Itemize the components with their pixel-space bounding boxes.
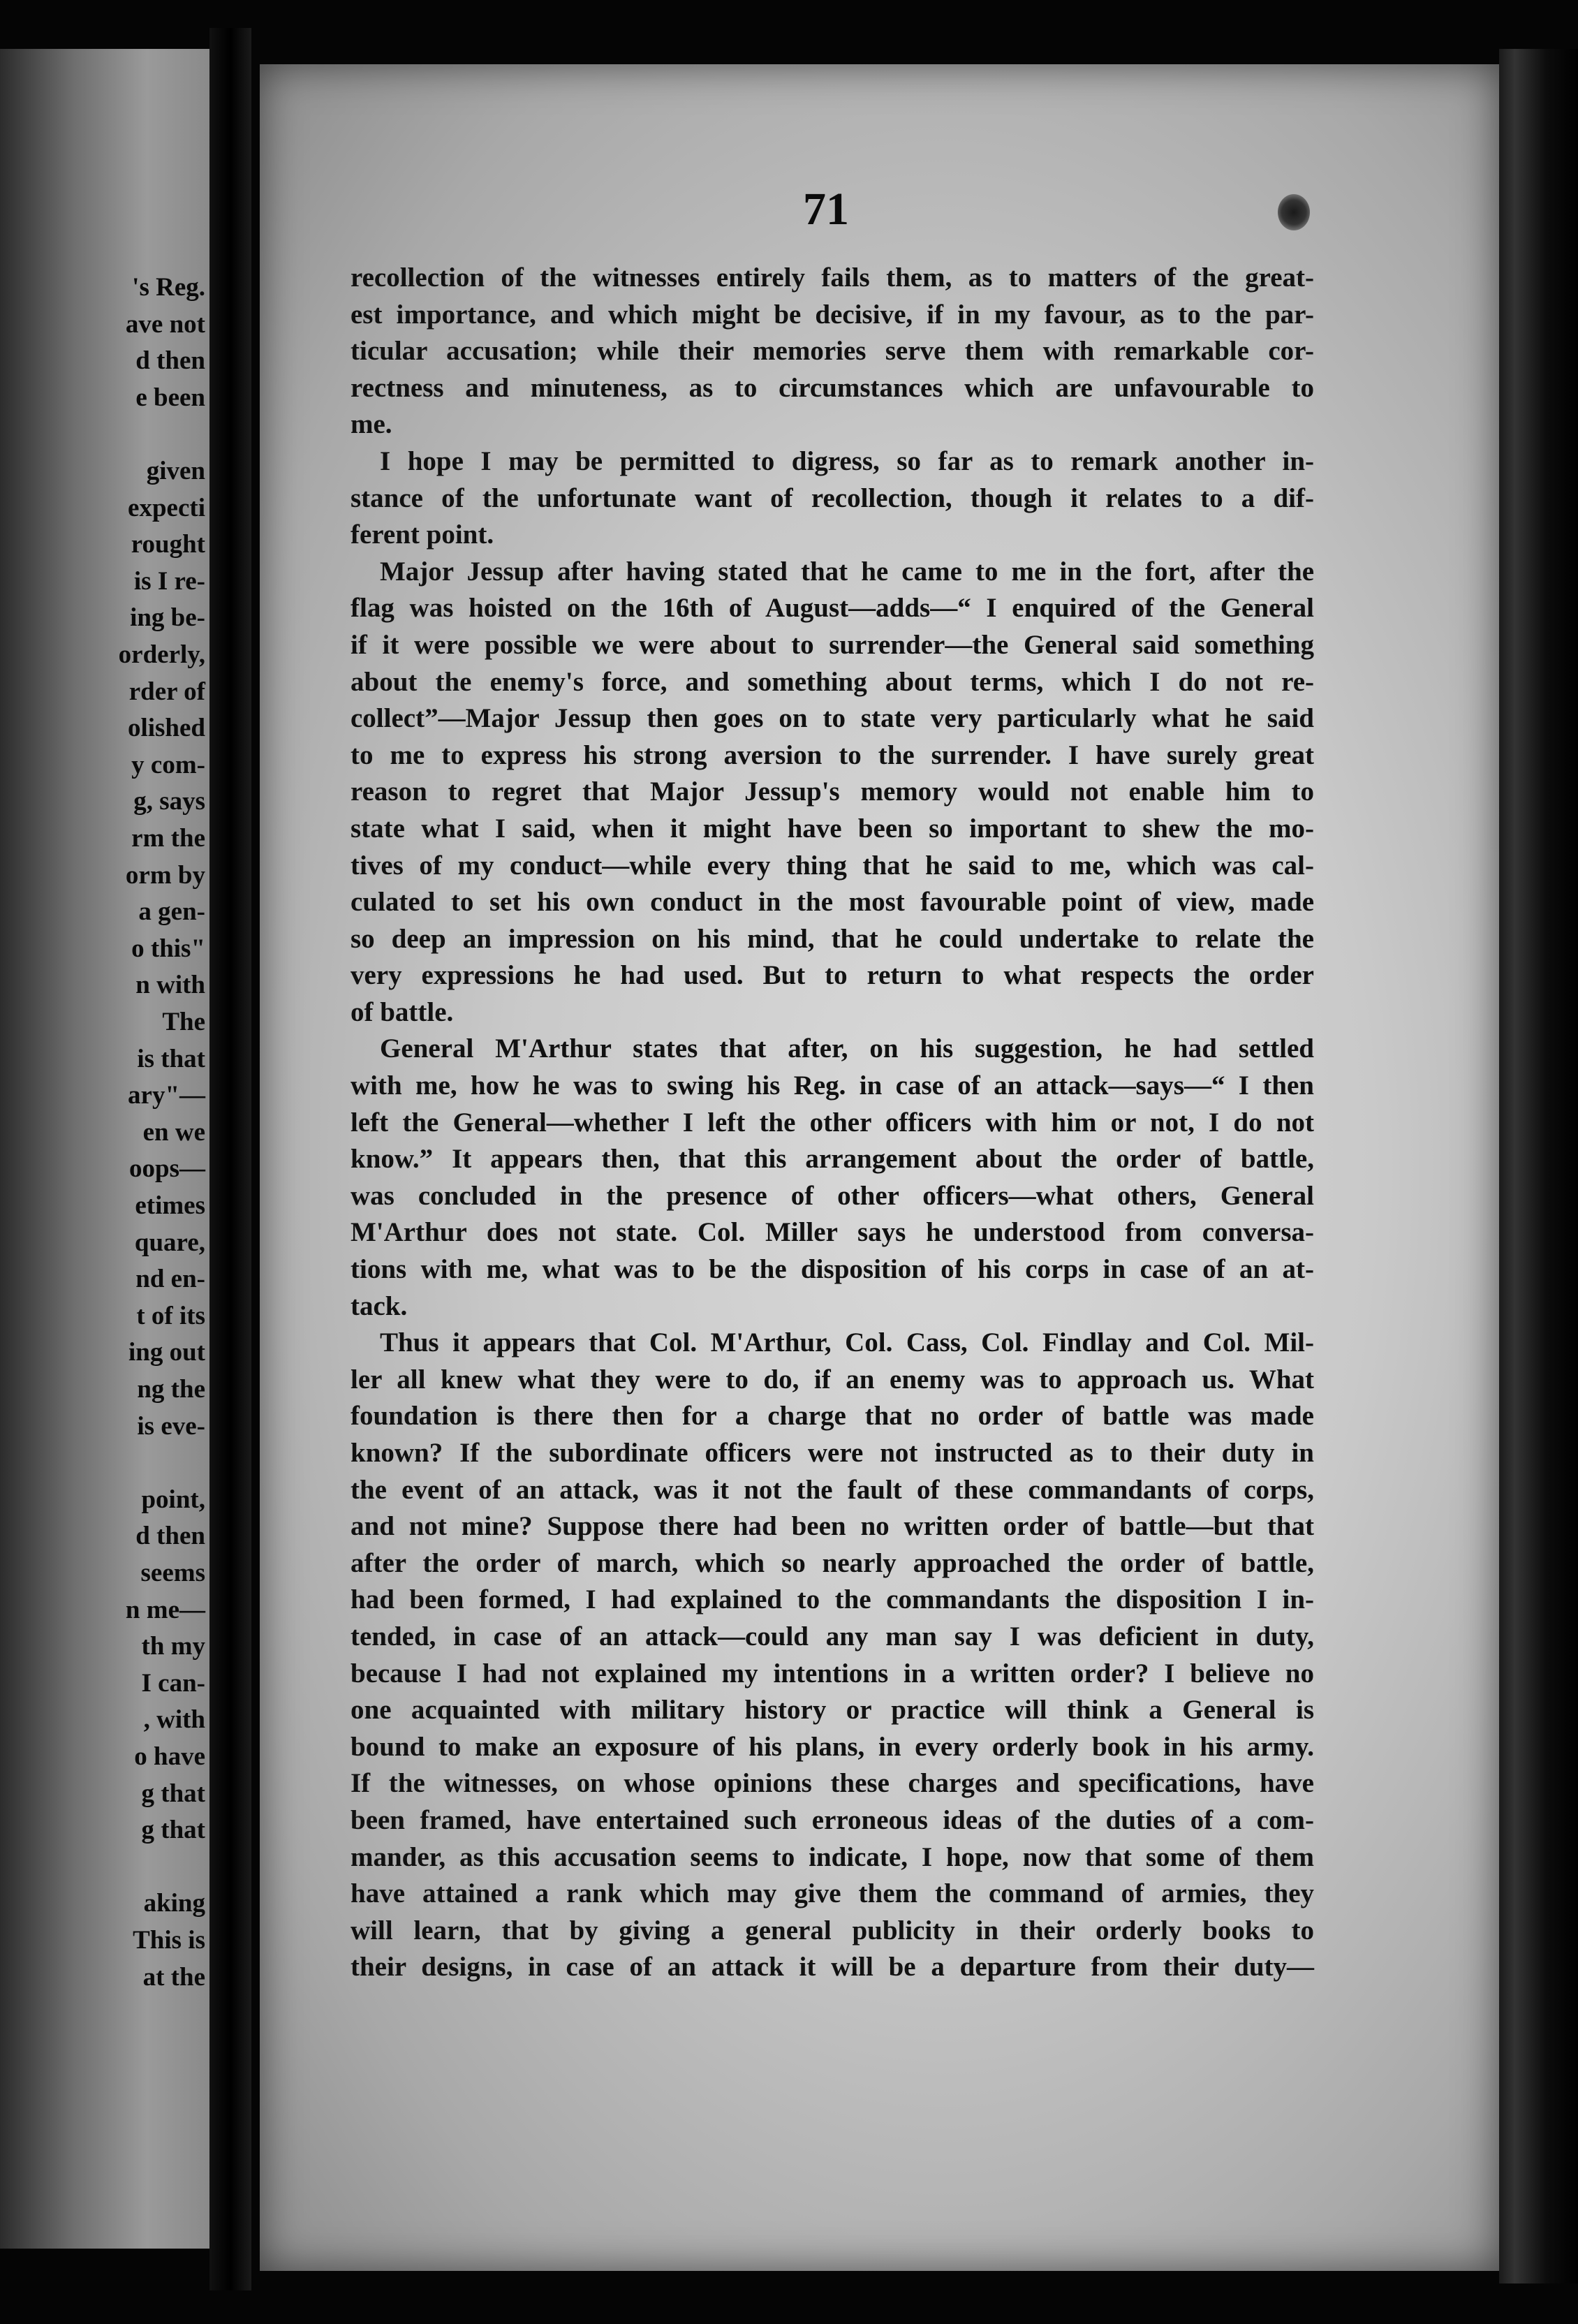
left-page-line: o have (134, 1742, 205, 1771)
text-line: and not mine? Suppose there had been no written order of battle—but that (351, 1511, 1314, 1542)
text-line: state what I said, when it might have been so important to shew the mo- (351, 813, 1314, 844)
left-page-line: nd en- (135, 1265, 205, 1294)
left-page-line: expecti (128, 493, 205, 522)
book-gutter (209, 28, 251, 2290)
body-text (351, 260, 1314, 1986)
text-line: one acquainted with military history or practice will think a General is (351, 1695, 1314, 1726)
text-line: after the order of march, which so nearly approached the order of battle, (351, 1547, 1314, 1578)
text-line: so deep an impression on his mind, that he could undertake to relate the (351, 923, 1314, 954)
left-page-line: is eve- (137, 1411, 205, 1441)
left-page-line: e been (135, 383, 205, 412)
left-page-line: point, (141, 1485, 205, 1514)
paragraph-start: I hope I may be permitted to digress, so far as to remark another in- (380, 446, 1314, 476)
text-line: ferent point. (351, 520, 494, 550)
left-page-line: rought (131, 530, 205, 559)
left-page-line: ave not (125, 309, 205, 339)
text-line: tended, in case of an attack—could any man say I was deficient in duty, (351, 1621, 1314, 1652)
left-page-line: th my (141, 1632, 205, 1661)
left-page-line: quare, (134, 1228, 205, 1257)
left-facing-page (0, 49, 209, 2249)
left-page-line: rder of (128, 677, 205, 706)
text-line: will learn, that by giving a general publicity in their orderly books to (351, 1915, 1314, 1946)
text-line: have attained a rank which may give them the command of armies, they (351, 1878, 1314, 1909)
text-line: of battle. (351, 996, 454, 1027)
text-line: bound to make an exposure of his plans, in every orderly book in his army. (351, 1731, 1314, 1762)
left-page-line: ing be- (130, 603, 205, 633)
text-line: ticular accusation; while their memories serve them with remarkable cor- (351, 336, 1314, 367)
paragraph-start: Thus it appears that Col. M'Arthur, Col. Cass, Col. Findlay and Col. Mil- (380, 1328, 1314, 1358)
left-page-line: orderly, (118, 640, 205, 669)
text-line: M'Arthur does not state. Col. Miller says he understood from conversa- (351, 1217, 1314, 1248)
paragraph-start: General M'Arthur states that after, on his suggestion, he had settled (380, 1034, 1314, 1064)
left-page-line: orm by (125, 860, 205, 890)
left-page-line: rm the (131, 824, 205, 853)
text-line: to me to express his strong aversion to the surrender. I have surely great (351, 740, 1314, 770)
text-line: if it were possible we were about to surrender—the General said something (351, 629, 1314, 660)
left-page-line: given (146, 457, 205, 485)
left-page-line: is that (137, 1044, 205, 1073)
left-page-line: This is (133, 1926, 205, 1955)
page-edge-shadow (1499, 49, 1578, 2283)
left-page-line: etimes (135, 1191, 205, 1220)
left-page-line: ng the (137, 1375, 205, 1404)
text-line: known? If the subordinate officers were not instructed as to their duty in (351, 1438, 1314, 1468)
paragraph-start: Major Jessup after having stated that he came to me in the fort, after the (380, 556, 1314, 587)
left-page-line: ary"— (128, 1081, 205, 1110)
left-page-line: oops— (129, 1154, 205, 1184)
text-line: been framed, have entertained such erroneous ideas of the duties of a com- (351, 1804, 1314, 1835)
text-line: tack. (351, 1290, 408, 1321)
left-page-line: y com- (131, 750, 205, 779)
page-number: 71 (803, 184, 849, 235)
text-line: rectness and minuteness, as to circumstances which are unfavourable to (351, 372, 1314, 403)
text-line: tions with me, what was to be the disposition of his corps in case of an at- (351, 1254, 1314, 1285)
left-page-line: n me— (125, 1595, 205, 1624)
left-page-line: seems (140, 1559, 205, 1587)
text-line: their designs, in case of an attack it will be a departure from their duty— (351, 1952, 1314, 1983)
left-page-line: is I re- (133, 566, 205, 596)
text-line: culated to set his own conduct in the most favourable point of view, made (351, 887, 1314, 918)
text-line: flag was hoisted on the 16th of August—adds—“ I enquired of the General (351, 593, 1314, 624)
text-line: ler all knew what they were to do, if an enemy was to approach us. What (351, 1364, 1314, 1395)
text-line: collect”—Major Jessup then goes on to state very particularly what he said (351, 703, 1314, 734)
text-line: left the General—whether I left the other officers with him or not, I do not (351, 1107, 1314, 1138)
text-line: because I had not explained my intentions in a written order? I believe no (351, 1658, 1314, 1689)
text-line: If the witnesses, on whose opinions these charges and specifications, have (351, 1768, 1314, 1799)
left-page-line: g, says (133, 787, 205, 816)
left-page-line: I can- (141, 1668, 205, 1698)
text-line: recollection of the witnesses entirely fails them, as to matters of the great- (351, 263, 1314, 293)
left-page-line: aking (143, 1889, 205, 1918)
text-line: about the enemy's force, and something about terms, which I do not re- (351, 666, 1314, 697)
left-page-line: a gen- (138, 897, 205, 927)
text-line: know.” It appears then, that this arrangement about the order of battle, (351, 1144, 1314, 1175)
left-page-line: , with (143, 1705, 205, 1735)
left-page-line: g that (141, 1779, 205, 1808)
ink-blot (1278, 194, 1310, 230)
text-line: stance of the unfortunate want of recollection, though it relates to a dif- (351, 483, 1314, 513)
text-line: mander, as this accusation seems to indicate, I hope, now that some of them (351, 1841, 1314, 1872)
text-line: had been formed, I had explained to the commandants the disposition I in- (351, 1584, 1314, 1615)
text-line: the event of an attack, was it not the fault of these commandants of corps, (351, 1474, 1314, 1505)
text-line: foundation is there then for a charge that no order of battle was made (351, 1401, 1314, 1432)
text-line: tives of my conduct—while every thing that he said to me, which was cal- (351, 850, 1314, 881)
text-line: very expressions he had used. But to return to what respects the order (351, 960, 1314, 991)
left-page-line: g that (141, 1816, 205, 1845)
left-page-line: ing out (128, 1338, 205, 1367)
left-page-line: The (162, 1008, 205, 1036)
left-page-line: n with (135, 971, 205, 1000)
left-page-line: d then (135, 346, 205, 376)
left-page-line: at the (142, 1962, 205, 1992)
text-line: est importance, and which might be decisive, if in my favour, as to the par- (351, 299, 1314, 330)
left-page-line: o this" (131, 934, 205, 963)
left-page-line: d then (135, 1522, 205, 1551)
left-page-line: olished (127, 714, 205, 743)
left-page-line: 's Reg. (132, 273, 205, 302)
left-page-line: en we (142, 1117, 205, 1147)
text-line: with me, how he was to swing his Reg. in case of an attack—says—“ I then (351, 1071, 1314, 1101)
text-line: was concluded in the presence of other officers—what others, General (351, 1180, 1314, 1211)
text-line: me. (351, 409, 392, 440)
left-page-line: t of its (136, 1301, 205, 1330)
text-line: reason to regret that Major Jessup's memory would not enable him to (351, 777, 1314, 807)
